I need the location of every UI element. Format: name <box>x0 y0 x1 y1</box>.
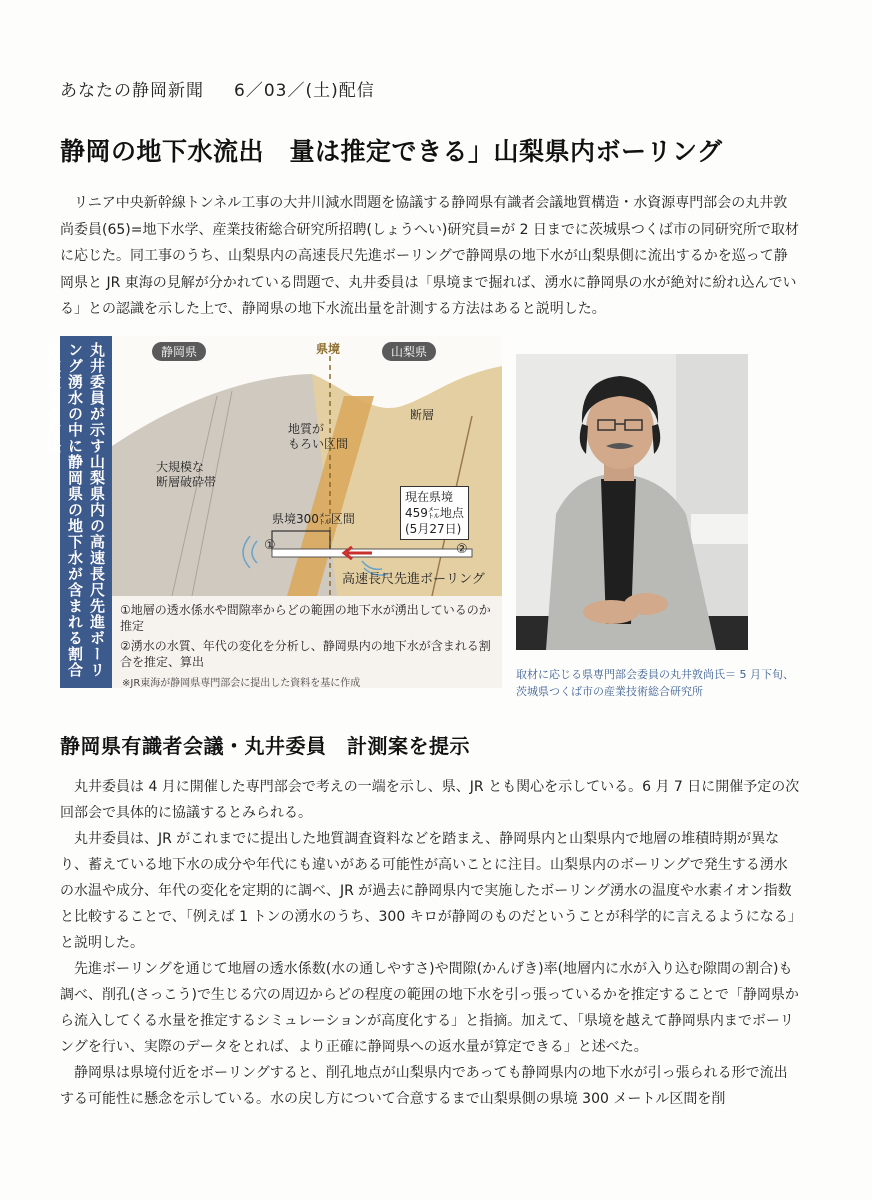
body-paragraph: 丸井委員は 4 月に開催した専門部会で考えの一端を示し、県、JR とも関心を示している。6 月 7 日に開催予定の次回部会で具体的に協議するとみられる。 <box>60 779 800 821</box>
diagram-vertical-title: 丸井委員が示す山梨県内の高速長尺先進ボーリング湧水の中に静岡県の地下水が含まれる割合を推定する方法 <box>60 336 112 688</box>
region-tag-shizuoka: 静岡県 <box>152 342 206 361</box>
region-tag-yamanashi: 山梨県 <box>382 342 436 361</box>
source-dateline <box>60 76 375 101</box>
interview-photo <box>516 354 748 650</box>
section-subheading: 静岡県有識者会議・丸井委員 計測案を提示 <box>60 734 470 758</box>
article-headline: 静岡の地下水流出 量は推定できる」山梨県内ボーリング <box>60 137 723 166</box>
marker-2: ② <box>456 542 468 557</box>
marker-1: ① <box>264 538 276 553</box>
label-fault-zone: 大規模な 断層破砕帯 <box>156 460 217 489</box>
label-current-position <box>400 486 469 540</box>
label-fault: 断層 <box>410 408 435 422</box>
body-paragraph: 先進ボーリングを通じて地層の透水係数(水の通しやすさ)や間隙(かんげき)率(地層内に水が入り込む隙間の割合)も調べ、削孔(さっこう)で生じる穴の周辺からどの程度の範囲の地下水を引っ張っているかを推定することで「静岡県から流入してくる水量を推定するシミュレーションが高度化する」と指摘。加えて、「県境を越えて静岡県内までボーリングを行い、実際のデータをとれば、より正確に静岡県への返水量が算定できる」と述べた。 <box>60 961 799 1055</box>
label-fragile-section: 地質が もろい区間 <box>288 422 349 451</box>
diagram-source-note: ※JR東海が静岡県専門部会に提出した資料を基に作成 <box>122 678 361 689</box>
body-paragraph: 静岡県は県境付近をボーリングすると、削孔地点が山梨県内であっても静岡県内の地下水が引っ張られる形で流出する可能性に懸念を示している。水の戻し方について合意するまで山梨県側の県境 300 メートル区間を削 <box>60 1065 788 1107</box>
photo-caption: 取材に応じる県専門部会委員の丸井敦尚氏＝ 5 月下旬、茨城県つくば市の産業技術総合研究所 <box>516 668 794 698</box>
article-lead: リニア中央新幹線トンネル工事の大井川減水問題を協議する静岡県有識者会議地質構造・水資源専門部会の丸井敦尚委員(65)=地下水学、産業技術総合研究所招聘(しょうへい)研究員=が 2 日までに茨城県つくば市の同研究所で取材に応じた。同工事のうち、山梨県内の高速長尺先進ボーリングで静岡県の地下水が山梨県側に流出するかを巡って静岡県と JR 東海の見解が分かれている問題で、丸井委員は「県境まで掘れば、湧水に静岡県の水が絶対に紛れ込んでいる」との認識を示した上で、静岡県の地下水流出量を計測する方法はあると説明した。 <box>60 195 799 317</box>
body-paragraph: 丸井委員は、JR がこれまでに提出した地質調査資料などを踏まえ、静岡県内と山梨県内で地層の堆積時期が異なり、蓄えている地下水の成分や年代にも違いがある可能性が高いことに注目。山梨県内のボーリングで発生する湧水の水温や成分、年代の変化を定期的に調べ、JR が過去に静岡県内で実施したボーリング湧水の温度や水素イオン指数と比較することで、「例えば 1 トンの湧水のうち、300 キロが静岡のものだということが科学的に言えるようになる」と説明した。 <box>60 831 795 951</box>
current-position-line2: 459㍍地点 <box>405 506 464 520</box>
legend-item-1: ①地層の透水係水や間隙率からどの範囲の地下水が湧出しているのか推定 <box>120 603 491 633</box>
region-tag-border: 県境 <box>316 342 341 356</box>
label-300m-section: 県境300㍍区間 <box>272 512 355 526</box>
publish-date: 6／03／(土)配信 <box>234 81 375 101</box>
boring-diagram <box>44 336 502 689</box>
label-boring: 高速長尺先進ボーリング <box>342 572 485 587</box>
legend-item-2: ②湧水の水質、年代の変化を分析し、静岡県内の地下水が含まれる割合を推定、算出 <box>120 639 491 669</box>
article-body <box>60 774 800 1112</box>
interview-photo-illustration <box>516 354 748 650</box>
current-position-line1: 現在県境 <box>405 490 454 504</box>
source-name: あなたの静岡新聞 <box>60 81 204 101</box>
current-position-line3: (5月27日) <box>405 522 462 536</box>
